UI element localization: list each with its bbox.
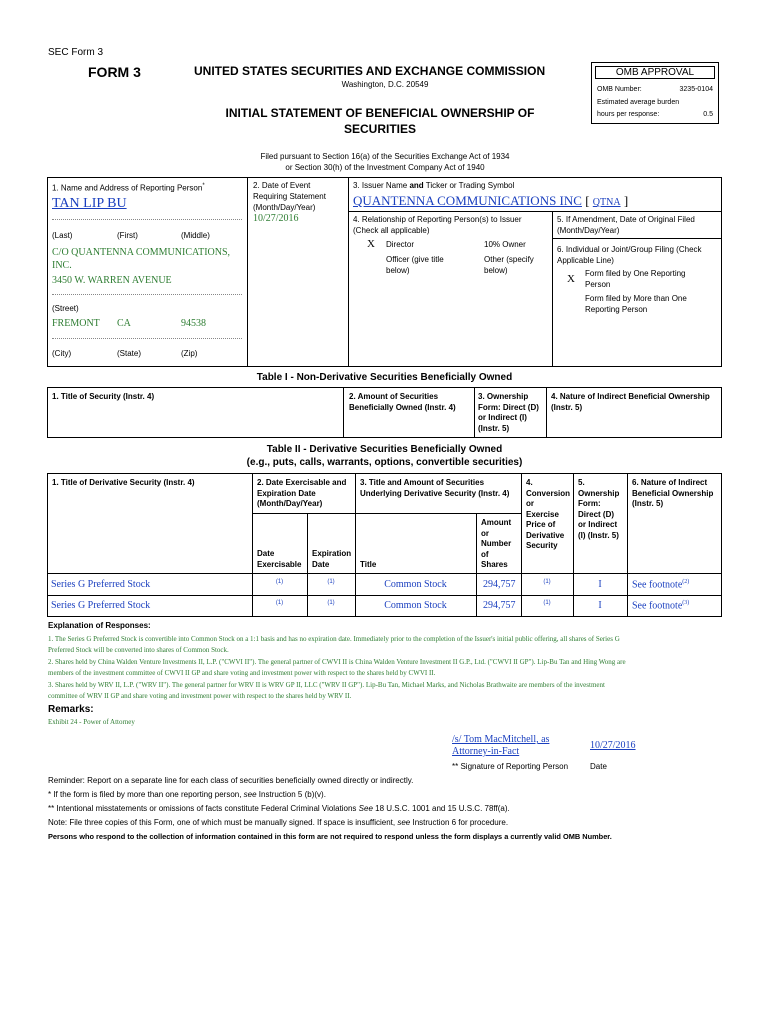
row1-exercisable[interactable]: (1) [275, 579, 284, 585]
last-label: (Last) [52, 231, 73, 240]
state-value: CA [117, 318, 131, 329]
zip-label: (Zip) [181, 349, 198, 358]
issuer-name-link[interactable]: QUANTENNA COMMUNICATIONS INC [353, 193, 582, 208]
omb-approval-box [591, 62, 719, 124]
explanation-title: Explanation of Responses: [48, 621, 151, 630]
explanation-1: 1. The Series G Preferred Stock is convertible into Common Stock on a 1:1 basis and has no expiration date. Immediately prior to the completion of the Issuer's initial public offering, all shares of Series G Preferred Stock will be converted into shares of Common Stock. [48, 635, 620, 654]
filing-label-2: Applicable Line) [557, 256, 614, 265]
event-date-label-2: Requiring Statement [253, 192, 326, 201]
commission-title: UNITED STATES SECURITIES AND EXCHANGE COMMISSION [194, 64, 546, 78]
address-line-1: C/O QUANTENNA COMMUNICATIONS, [52, 247, 231, 258]
amendment-label-1: 5. If Amendment, Date of Original Filed [557, 215, 695, 224]
omb-title: OMB APPROVAL [595, 66, 715, 79]
row2-form: I [598, 600, 602, 611]
officer-label-1: Officer (give title [386, 255, 444, 264]
row2-price[interactable]: (1) [543, 600, 551, 606]
row1-expiration[interactable]: (1) [327, 579, 335, 585]
row1-amount: 294,757 [483, 579, 516, 590]
row2-title: Series G Preferred Stock [51, 600, 151, 611]
table2-col-underlying-title: Title [360, 560, 377, 569]
row2-amount: 294,757 [483, 600, 516, 611]
row1-title: Series G Preferred Stock [51, 579, 151, 590]
reporting-person-name[interactable]: TAN LIP BU [52, 196, 127, 211]
table2-title-1: Table II - Derivative Securities Beneficially Owned [266, 444, 503, 455]
city-label: (City) [52, 349, 72, 358]
table1-col-title: 1. Title of Security (Instr. 4) [52, 392, 155, 401]
omb-number-value: 3235-0104 [679, 86, 713, 93]
event-date-label-3: (Month/Day/Year) [253, 203, 316, 212]
filed-pursuant-2: or Section 30(h) of the Investment Company Act of 1940 [285, 163, 485, 172]
relationship-label-2: (Check all applicable) [353, 226, 430, 235]
one-person-label-2: Person [585, 280, 611, 289]
signature-value: /s/ Tom MacMitchell, as Attorney-in-Fact [452, 734, 550, 757]
row2-footnote-link[interactable]: (3) [682, 600, 690, 606]
row2-underlying: Common Stock [384, 600, 447, 611]
middle-label: (Middle) [181, 231, 210, 240]
note-multiple-persons: * If the form is filed by more than one reporting person, see Instruction 5 (b)(v). [48, 790, 326, 799]
director-checkmark: X [367, 238, 375, 250]
omb-number-label: OMB Number: [597, 86, 642, 93]
table2-col-date-exercisable: Date Exercisable [257, 549, 302, 569]
more-persons-label-2: Reporting Person [585, 305, 648, 314]
table2-col-nature: 6. Nature of Indirect Beneficial Ownership (Instr. 5) [632, 478, 714, 508]
commission-location: Washington, D.C. 20549 [341, 80, 429, 89]
row1-price[interactable]: (1) [543, 579, 551, 585]
table1-col-ownership: 3. Ownership Form: Direct (D) or Indirect (I) (Instr. 5) [478, 392, 539, 433]
table1-col-nature: 4. Nature of Indirect Beneficial Ownership (Instr. 5) [551, 392, 710, 412]
row1-nature: See footnote$^{(2)}$ [632, 579, 690, 591]
table2-col-ownership: 5. Ownership Form: Direct (D) or Indirect (I) (Instr. 5) [578, 478, 620, 540]
street-label: (Street) [52, 304, 79, 313]
table2-col-expiration: Expiration Date [312, 549, 352, 569]
omb-burden-label-2: hours per response: [597, 111, 660, 118]
row2-expiration[interactable]: (1) [327, 600, 335, 606]
table1-title: Table I - Non-Derivative Securities Beneficially Owned [256, 372, 513, 383]
row2-exercisable[interactable]: (1) [275, 600, 284, 606]
note-copies: Note: File three copies of this Form, one of which must be manually signed. If space is insufficient, see Instruction 6 for procedure. [48, 818, 509, 827]
remarks-text: Exhibit 24 - Power of Attorney [48, 718, 135, 726]
first-label: (First) [117, 231, 138, 240]
table2-col-dates: 2. Date Exercisable and Expiration Date (Month/Day/Year) [257, 478, 347, 508]
table2-title-2: (e.g., puts, calls, warrants, options, convertible securities) [246, 457, 523, 468]
row1-footnote-link[interactable]: (2) [682, 579, 690, 585]
persons-note: Persons who respond to the collection of information contained in this form are not required to respond unless the form displays a currently valid OMB Number. [48, 832, 612, 841]
sec-form-label: SEC Form 3 [48, 47, 104, 58]
other-label-2: below) [484, 266, 508, 275]
event-date-label-1: 2. Date of Event [253, 181, 311, 190]
signature-date: 10/27/2016 [590, 740, 636, 751]
relationship-label-1: 4. Relationship of Reporting Person(s) to Issuer [353, 215, 522, 224]
one-person-checkmark: X [567, 273, 575, 285]
officer-label-2: below) [386, 266, 410, 275]
date-label: Date [590, 762, 607, 771]
address-line-3: 3450 W. WARREN AVENUE [52, 275, 172, 286]
statement-title-line2: SECURITIES [343, 122, 416, 136]
ten-percent-owner-label: 10% Owner [484, 240, 526, 249]
form-title: FORM 3 [88, 64, 141, 80]
issuer-name-line: QUANTENNA COMMUNICATIONS INC [ QTNA ] [353, 193, 629, 208]
table2-col-conversion: 4. Conversion or Exercise Price of Derivative Security [526, 478, 571, 550]
statement-title-line1: INITIAL STATEMENT OF BENEFICIAL OWNERSHIP OF [225, 106, 535, 120]
table2-col-amount: Amount or Number of Shares [481, 518, 512, 569]
state-label: (State) [117, 349, 142, 358]
row1-form: I [598, 579, 602, 590]
row2-nature: See footnote$^{(3)}$ [632, 600, 690, 612]
reminder-text: Reminder: Report on a separate line for each class of securities beneficially owned directly or indirectly. [48, 776, 414, 785]
other-label-1: Other (specify [484, 255, 534, 264]
filed-pursuant-1: Filed pursuant to Section 16(a) of the Securities Exchange Act of 1934 [260, 152, 510, 161]
table1-col-amount: 2. Amount of Securities Beneficially Owned (Instr. 4) [349, 392, 456, 412]
address-line-2: INC. [52, 260, 72, 271]
explanation-2: 2. Shares held by China Walden Venture Investments II, L.P. ("CWVI II"). The general partner of CWVI II is China Walden Venture Investment II G.P., Ltd. ("CWVI II GP"). Lip-Bu Tan and Hing Wong are members of the investment committee of CWVI II GP and share voting and investment power with respect to the shares held by CWVI II. [48, 658, 626, 677]
omb-burden-value: 0.5 [703, 111, 713, 118]
reporting-person-label: 1. Name and Address of Reporting Person* [52, 183, 205, 193]
more-persons-label-1: Form filed by More than One [585, 294, 687, 303]
table2-col-title: 1. Title of Derivative Security (Instr. 4) [52, 478, 195, 487]
one-person-label-1: Form filed by One Reporting [585, 269, 686, 278]
remarks-title: Remarks: [48, 704, 94, 715]
amendment-label-2: (Month/Day/Year) [557, 226, 620, 235]
explanation-3: 3. Shares held by WRV II, L.P. ("WRV II"). The general partner for WRV II is WRV GP II, LLC ("WRV II GP"). Lip-Bu Tan, Michael Marks, and Nicholas Brathwaite are members of the investment committee of WRV II GP and share voting and investment power with respect to the shares held by WRV II. [48, 681, 605, 700]
filing-label-1: 6. Individual or Joint/Group Filing (Check [557, 245, 702, 254]
zip-value: 94538 [181, 318, 206, 329]
signature-label: ** Signature of Reporting Person [452, 762, 569, 771]
issuer-label: 3. Issuer Name and Ticker or Trading Symbol [353, 181, 515, 190]
note-misstatements: ** Intentional misstatements or omissions of facts constitute Federal Criminal Violations See 18 U.S.C. 1001 and 15 U.S.C. 78ff(a). [48, 804, 510, 813]
city-value: FREMONT [52, 318, 100, 329]
omb-burden-label-1: Estimated average burden [597, 99, 680, 106]
row1-underlying: Common Stock [384, 579, 447, 590]
director-label: Director [386, 240, 415, 249]
table2-col-underlying: 3. Title and Amount of Securities Underlying Derivative Security (Instr. 4) [360, 478, 510, 498]
issuer-ticker-link[interactable]: QTNA [592, 197, 621, 208]
event-date-value: 10/27/2016 [253, 213, 299, 224]
